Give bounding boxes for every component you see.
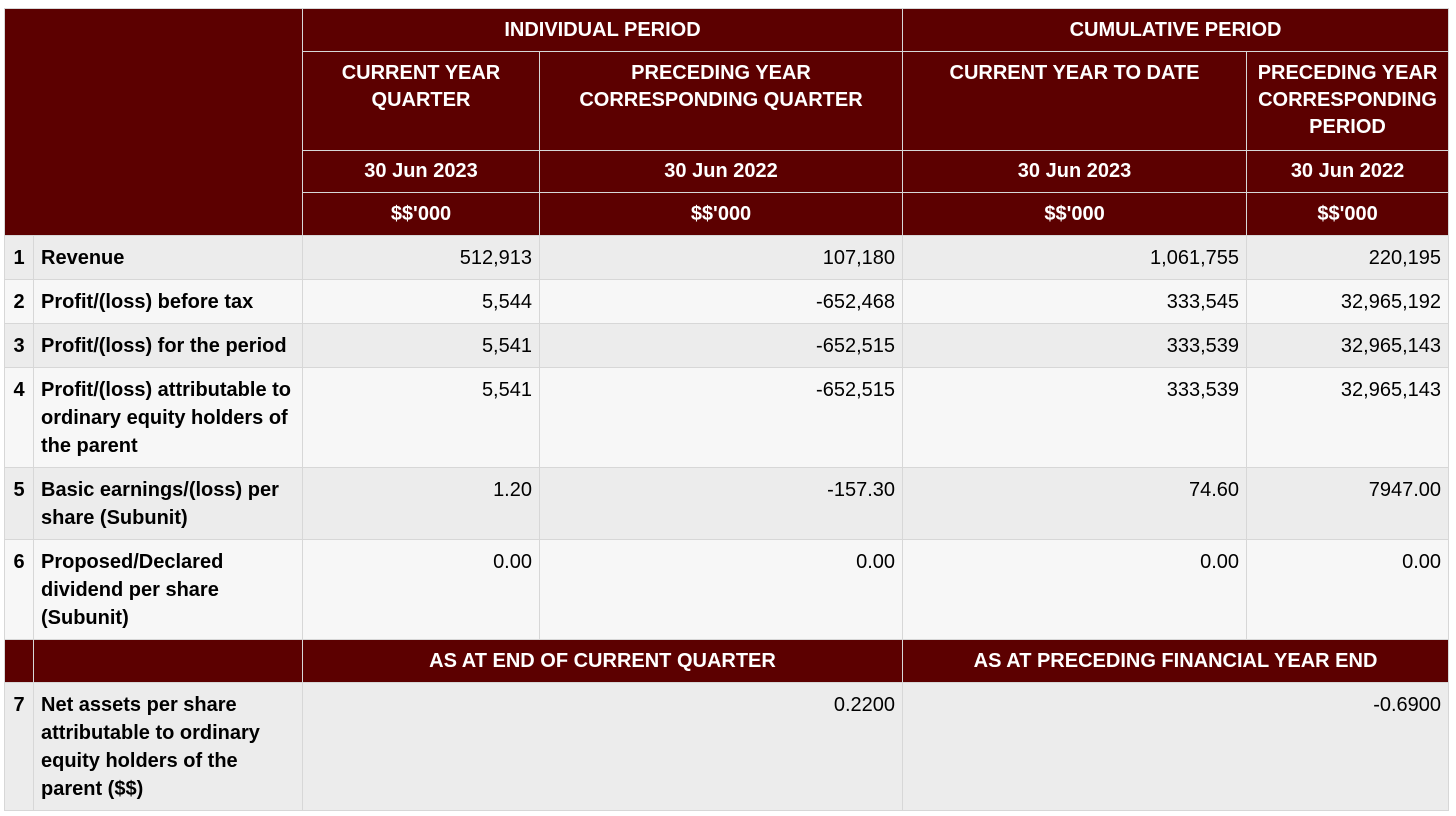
row-value: -652,515 (540, 324, 903, 368)
row-label: Profit/(loss) for the period (34, 324, 303, 368)
row-value: 512,913 (303, 236, 540, 280)
row-value: 32,965,192 (1247, 280, 1449, 324)
row-value: 5,541 (303, 324, 540, 368)
row-value: 1.20 (303, 468, 540, 540)
row-index: 7 (5, 683, 34, 811)
date-preceding-period: 30 Jun 2022 (1247, 151, 1449, 193)
as-at-end-current-quarter-header: AS AT END OF CURRENT QUARTER (303, 640, 903, 683)
row-label: Profit/(loss) attributable to ordinary equity holders of the parent (34, 368, 303, 468)
row-value: -652,515 (540, 368, 903, 468)
row-label: Net assets per share attributable to ordinary equity holders of the parent ($$) (34, 683, 303, 811)
row-value: 333,545 (903, 280, 1247, 324)
row-value: 220,195 (1247, 236, 1449, 280)
row-value: -157.30 (540, 468, 903, 540)
as-at-preceding-year-end-header: AS AT PRECEDING FINANCIAL YEAR END (903, 640, 1449, 683)
row-index: 1 (5, 236, 34, 280)
row-label: Proposed/Declared dividend per share (Subunit) (34, 540, 303, 640)
unit-preceding-quarter: $$'000 (540, 193, 903, 236)
net-assets-current-value: 0.2200 (303, 683, 903, 811)
net-assets-header-blank-index (5, 640, 34, 683)
date-current-ytd: 30 Jun 2023 (903, 151, 1247, 193)
table-row (5, 468, 1449, 540)
row-value: 333,539 (903, 368, 1247, 468)
row-index: 4 (5, 368, 34, 468)
unit-current-ytd: $$'000 (903, 193, 1247, 236)
net-assets-preceding-value: -0.6900 (903, 683, 1449, 811)
unit-preceding-period: $$'000 (1247, 193, 1449, 236)
row-value: 32,965,143 (1247, 368, 1449, 468)
row-value: 5,544 (303, 280, 540, 324)
net-assets-header-blank-label (34, 640, 303, 683)
row-index: 5 (5, 468, 34, 540)
row-value: -652,468 (540, 280, 903, 324)
row-index: 6 (5, 540, 34, 640)
financial-results-table (4, 8, 1449, 811)
row-value: 333,539 (903, 324, 1247, 368)
individual-period-header: INDIVIDUAL PERIOD (303, 9, 903, 52)
row-value: 0.00 (540, 540, 903, 640)
col-header-preceding-year-quarter: PRECEDING YEAR CORRESPONDING QUARTER (540, 52, 903, 151)
table-row (5, 683, 1449, 811)
row-value: 7947.00 (1247, 468, 1449, 540)
row-label: Revenue (34, 236, 303, 280)
row-value: 0.00 (903, 540, 1247, 640)
header-corner (5, 9, 303, 236)
row-value: 0.00 (303, 540, 540, 640)
table-row (5, 540, 1449, 640)
row-label: Profit/(loss) before tax (34, 280, 303, 324)
date-preceding-quarter: 30 Jun 2022 (540, 151, 903, 193)
table-row (5, 280, 1449, 324)
row-value: 1,061,755 (903, 236, 1247, 280)
row-value: 32,965,143 (1247, 324, 1449, 368)
row-value: 74.60 (903, 468, 1247, 540)
row-index: 2 (5, 280, 34, 324)
net-assets-header-row (5, 640, 1449, 683)
date-current-quarter: 30 Jun 2023 (303, 151, 540, 193)
row-value: 0.00 (1247, 540, 1449, 640)
header-row-periods (5, 9, 1449, 52)
col-header-current-year-to-date: CURRENT YEAR TO DATE (903, 52, 1247, 151)
row-value: 107,180 (540, 236, 903, 280)
row-label: Basic earnings/(loss) per share (Subunit) (34, 468, 303, 540)
table-row (5, 236, 1449, 280)
row-value: 5,541 (303, 368, 540, 468)
table-row (5, 324, 1449, 368)
col-header-current-year-quarter: CURRENT YEAR QUARTER (303, 52, 540, 151)
unit-current-quarter: $$'000 (303, 193, 540, 236)
table-row (5, 368, 1449, 468)
row-index: 3 (5, 324, 34, 368)
col-header-preceding-year-period: PRECEDING YEAR CORRESPONDING PERIOD (1247, 52, 1449, 151)
cumulative-period-header: CUMULATIVE PERIOD (903, 9, 1449, 52)
